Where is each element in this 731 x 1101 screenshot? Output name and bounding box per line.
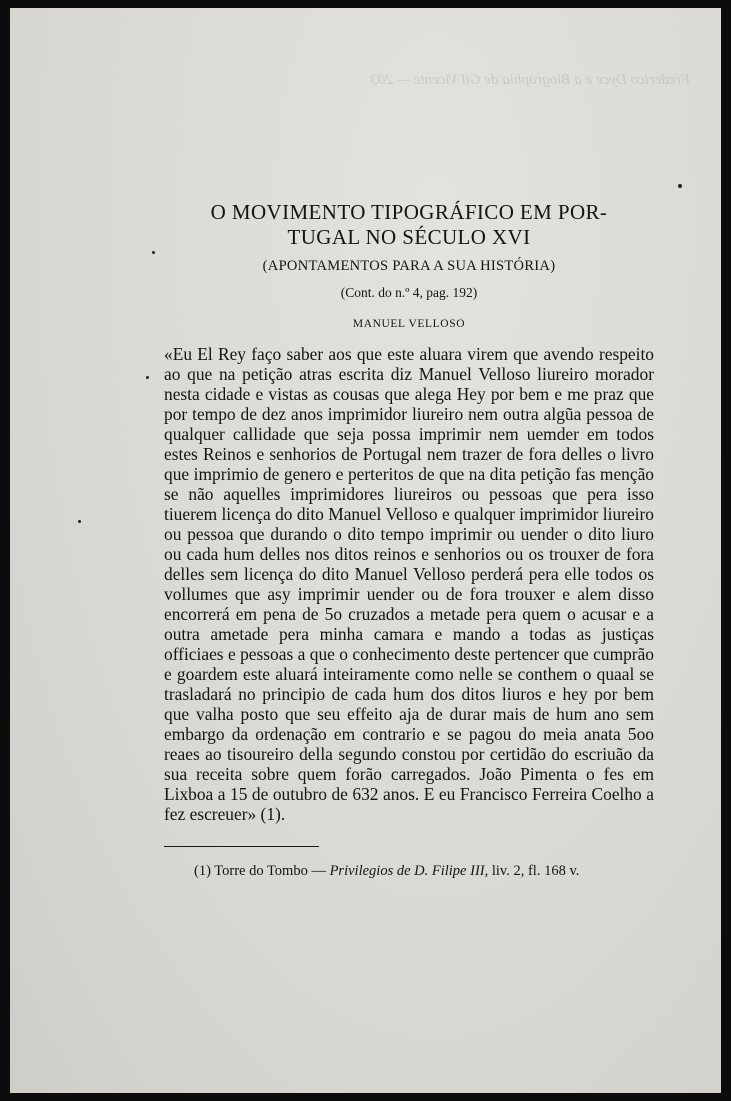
- paper-speck: [78, 520, 81, 523]
- body-paragraph: «Eu El Rey faço saber aos que este aluara virem que avendo respeito ao que na petição atras escrita diz Manuel Velloso liureiro morador nesta cidade e vistas as cousas que alega Hey por bem e me praz que por tempo de dez anos imprimidor liureiro nem outra algũa pessoa de qualquer callidade que seja possa imprimir nem uemder em todos estes Reinos e senhorios de Portugal nem trazer de fora delles o livro que imprimio de genero e perteritos de que na dita petição fas menção se não aquelles imprimidores liureiros ou pessoas que pera isso tiuerem licença do dito Manuel Velloso e qualquer imprimidor liureiro ou pessoa que durando o dito tempo imprimir ou uender o dito liuro ou cada hum delles nos ditos reinos e senhorios ou os trouxer de fora delles sem licença do dito Manuel Velloso perderá pera elle todos os vollumes que asy imprimir uender ou de fora trouxer e alem disso encorrerá em pena de 5o cruzados a metade pera quem o acusar e a outra ametade pera minha camara e mando a todas as justiças officiaes e pessoas a que o conhecimento deste pertencer que cumprão e goardem este aluará inteiramente como nelle se conthem o quaal se trasladará no principio de cada hum dos ditos liuros e hey por bem que valha posto que seu effeito aja de durar mais de hum ano sem embargo da ordenação em contrario e se pagou do meia anata 5oo reaes ao tisoureiro della segundo constou por certidão do escriuão da sua receita sobre quem forão carregados. João Pimenta o fes em Lixboa a 15 de outubro de 632 anos. E eu Francisco Ferreira Coelho a fez escreuer» (1).: [164, 344, 654, 824]
- document-page: [10, 8, 721, 1093]
- footnote-source: Privilegios de D. Filipe III,: [329, 863, 489, 879]
- paper-speck: [146, 376, 149, 379]
- article-subtitle: (APONTAMENTOS PARA A SUA HISTÓRIA): [262, 258, 556, 274]
- footnote: [194, 863, 654, 880]
- title-line-1: O MOVIMENTO TIPOGRÁFICO EM POR-: [210, 200, 608, 224]
- author-heading: MANUEL VELLOSO: [352, 318, 466, 330]
- title-line-2: TUGAL NO SÉCULO XVI: [287, 225, 531, 249]
- footnote-divider: [164, 846, 319, 847]
- paper-speck: [152, 251, 155, 254]
- article-title: [164, 200, 654, 250]
- article: [164, 200, 654, 880]
- bleed-through-header: Frederico Dyce e a Biographia de Gil Vicente — 203: [370, 72, 690, 88]
- continuation-note: (Cont. do n.º 4, pag. 192): [340, 285, 478, 300]
- paper-speck: [678, 184, 682, 188]
- footnote-marker: (1) Torre do Tombo —: [194, 863, 326, 879]
- footnote-ref: liv. 2, fl. 168 v.: [491, 863, 580, 879]
